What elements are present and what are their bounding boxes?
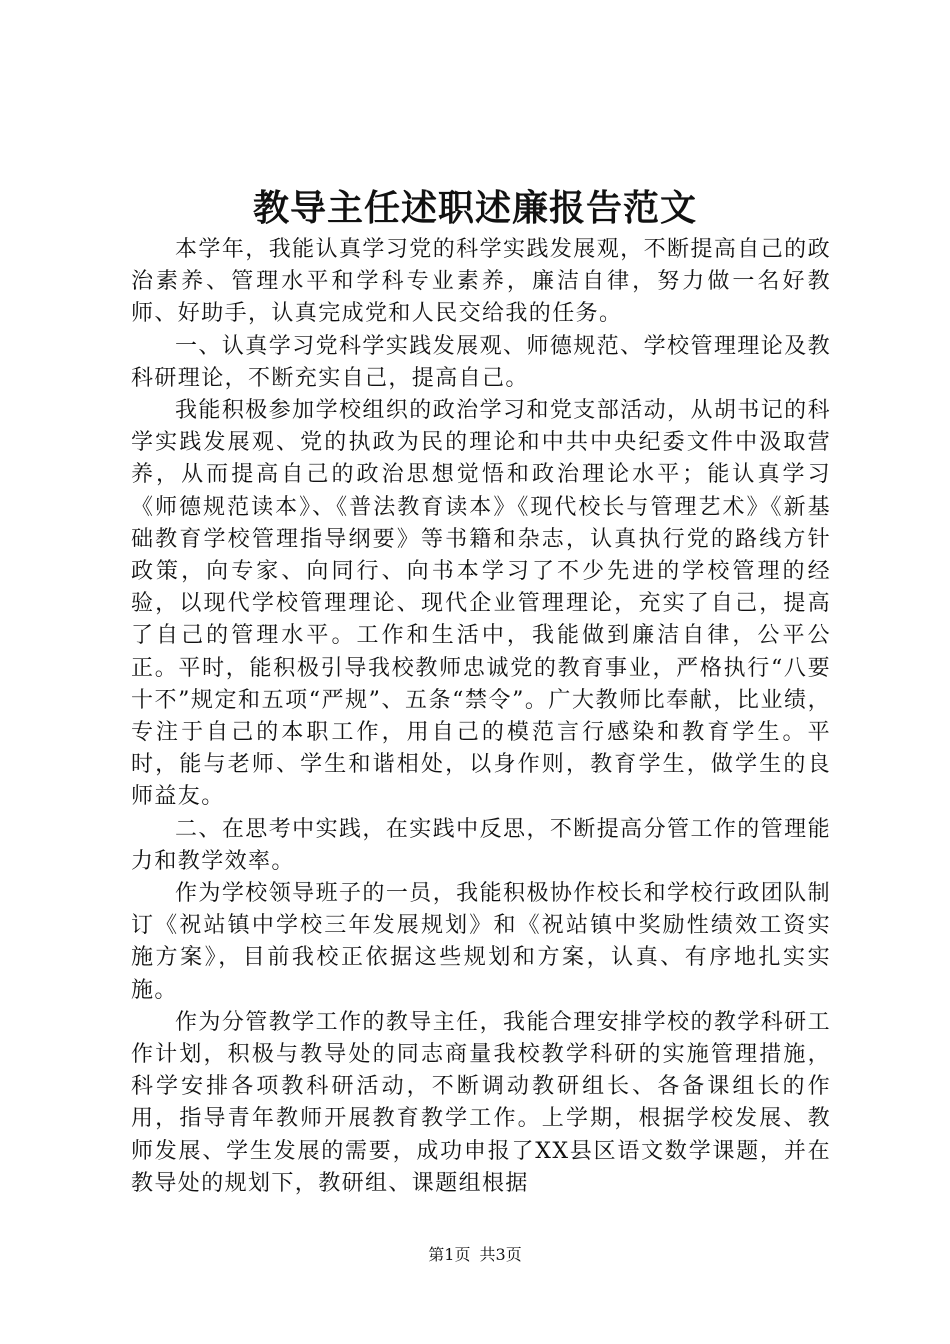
page-footer bbox=[0, 1243, 950, 1267]
paragraph-section-2-heading: 二、在思考中实践，在实践中反思，不断提高分管工作的管理能力和教学效率。 bbox=[131, 816, 831, 874]
paragraph-study: 我能积极参加学校组织的政治学习和党支部活动，从胡书记的科学实践发展观、党的执政为民的理论和中共中央纪委文件中汲取营养，从而提高自己的政治思想觉悟和政治理论水平；能认真学习《师德规范读本》、《普法教育读本》《现代校长与管理艺术》《新基础教育学校管理指导纲要》等书籍和杂志，认真执行党的路线方针政策，向专家、向同行、向书本学习了不少先进的学校管理的经验，以现代学校管理理论、现代企业管理理论，充实了自己，提高了自己的管理水平。工作和生活中，我能做到廉洁自律，公平公正。平时，能积极引导我校教师忠诚党的教育事业，严格执行“八要十不”规定和五项“严规”、五条“禁令”。广大教师比奉献，比业绩，专注于自己的本职工作，用自己的模范言行感染和教育学生。平时，能与老师、学生和谐相处，以身作则，教育学生，做学生的良师益友。 bbox=[131, 398, 831, 810]
paragraph-section-1-heading: 一、认真学习党科学实践发展观、师德规范、学校管理理论及教科研理论，不断充实自己，提高自己。 bbox=[131, 333, 831, 391]
paragraph-intro: 本学年，我能认真学习党的科学实践发展观，不断提高自己的政治素养、管理水平和学科专业素养，廉洁自律，努力做一名好教师、好助手，认真完成党和人民交给我的任务。 bbox=[131, 237, 831, 327]
page-number: 第1页 bbox=[428, 1245, 471, 1264]
document-body bbox=[131, 234, 831, 1200]
document-title: 教导主任述职述廉报告范文 bbox=[252, 187, 697, 229]
paragraph-teaching-management: 作为分管教学工作的教导主任，我能合理安排学校的教学科研工作计划，积极与教导处的同志商量我校教学科研的实施管理措施，科学安排各项教科研活动，不断调动教研组长、各备课组长的作用，指导青年教师开展教育教学工作。上学期，根据学校发展、教师发展、学生发展的需要，成功申报了XX县区语文数学课题，并在教导处的规划下，教研组、课题组根据 bbox=[131, 1009, 831, 1196]
page-total: 共3页 bbox=[479, 1245, 522, 1264]
paragraph-leadership: 作为学校领导班子的一员，我能积极协作校长和学校行政团队制订《祝站镇中学校三年发展规划》和《祝站镇中奖励性绩效工资实施方案》，目前我校正依据这些规划和方案，认真、有序地扎实实施。 bbox=[131, 881, 831, 1003]
